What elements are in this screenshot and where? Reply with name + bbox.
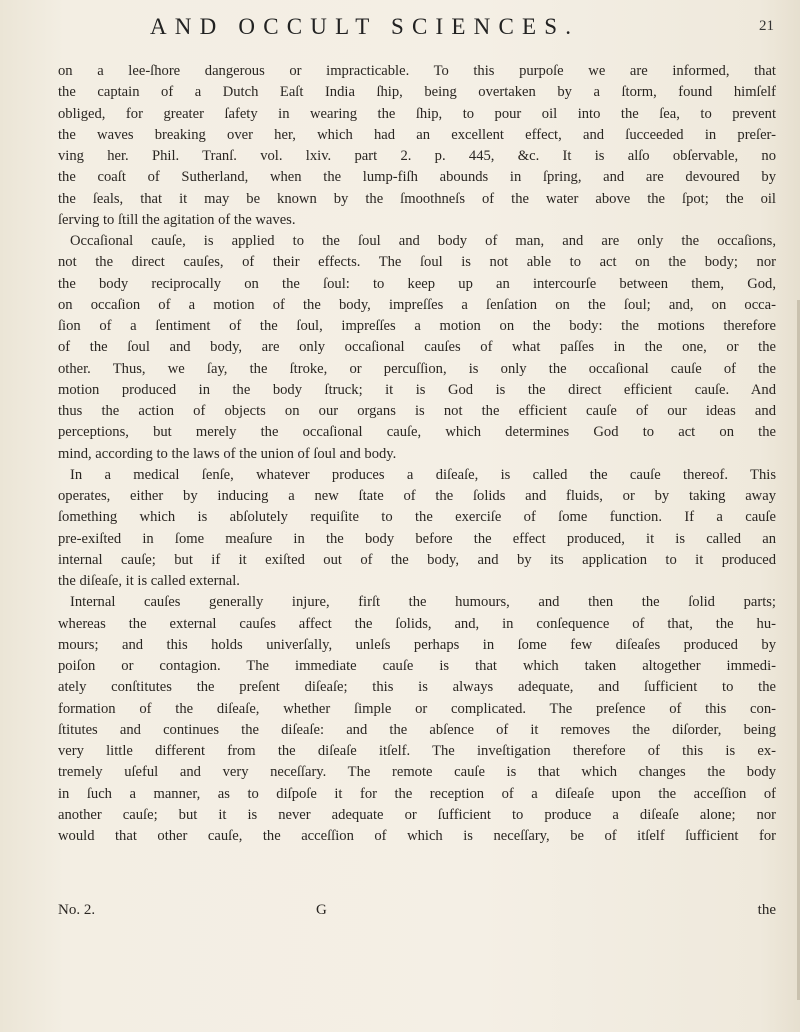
text-line: Occaſional cauſe, is applied to the ſoul and body of man, and are only the occaſions, [70,233,776,249]
page-number: 21 [759,18,774,34]
text-line: In a medical ſenſe, whatever produces a diſeaſe, is called the cauſe thereof. This [70,466,776,483]
text-line: the coaſt of Sutherland, when the lump-fiſh abounds in ſpring, and are devoured by [58,169,776,186]
text-line: ſion of a ſentiment of the ſoul, impreſſes a motion on the body: the motions therefore [58,318,776,334]
text-line: motion produced in the body ſtruck; it is God is the direct efficient cauſe. And [58,381,776,398]
text-line: on a lee-ſhore dangerous or impracticable. To this purpoſe we are informed, that [58,63,776,79]
text-line: thus the action of objects on our organs is not the efficient cauſe of our ideas and [58,403,776,419]
text-line: ſtitutes and continues the diſeaſe: and the abſence of it removes the diſorder, being [58,721,776,738]
text-line: pre-exiſted in ſome meaſure in the body before the effect produced, it is called an [58,530,776,547]
issue-number: No. 2. [58,902,96,918]
text-line: internal cauſe; but if it exiſted out of the body, and by its application to it produced [58,551,776,568]
text-line: another cauſe; but it is never adequate or ſufficient to produce a diſeaſe alone; nor [58,806,776,823]
text-line: perceptions, but merely the occaſional cauſe, which determines God to act on the [58,424,776,441]
text-line: the captain of a Dutch Eaſt India ſhip, being overtaken by a ſtorm, found himſelf [58,84,776,101]
running-head: AND OCCULT SCIENCES. [150,14,580,39]
body-text [58,61,776,847]
text-line: of the ſoul and body, are only occaſional cauſes of what paſſes in the one, or the [58,339,776,356]
text-line: ving her. Phil. Tranſ. vol. lxiv. part 2. p. 445, &c. It is alſo obſervable, no [58,148,776,164]
text-line: the waves breaking over her, which had an excellent effect, and ſucceeded in preſer- [58,126,776,143]
text-line: poiſon or contagion. The immediate cauſe is that which taken altogether immedi- [58,658,776,674]
signature-mark: G [316,902,327,918]
text-line: on occaſion of a motion of the body, impreſſes a ſenſation on the ſoul; and, on occa- [58,296,776,313]
text-line: whereas the external cauſes affect the ſolids, and, in conſequence of that, the hu- [58,615,776,632]
text-line: the ſeals, that it may be known by the ſmoothneſs of the water above the ſpot; the oil [58,190,776,207]
text-line: would that other cauſe, the acceſſion of which is neceſſary, be of itſelf ſufficient for [58,828,776,844]
text-line: ſomething which is abſolutely requiſite to the exerciſe of ſome function. If a cauſe [58,509,776,526]
text-line: very little different from the diſeaſe itſelf. The inveſtigation therefore of this is ex- [58,743,776,759]
text-line: obliged, for greater ſafety in wearing the ſhip, to pour oil into the ſea, to prevent [58,105,776,122]
catchword: the [757,902,776,918]
text-line: formation of the diſeaſe, whether ſimple or complicated. The preſence of this con- [58,700,776,717]
text-line: ſerving to ſtill the agitation of the waves. [58,211,296,228]
text-line: Internal cauſes generally injure, firſt the humours, and then the ſolid parts; [70,594,776,611]
text-line: in ſuch a manner, as to diſpoſe it for the reception of a diſeaſe upon the acceſſion of [58,785,776,802]
text-line: other. Thus, we ſay, the ſtroke, or percuſſion, is only the occaſional cauſe of the [58,360,776,377]
text-line: not the direct cauſes, of their effects. The ſoul is not able to act on the body; nor [58,254,776,271]
text-line: tremely uſeful and very neceſſary. The remote cauſe is that which changes the body [58,764,776,781]
text-line: ately conſtitutes the preſent diſeaſe; this is always adequate, and ſufficient to the [58,679,776,696]
text-line: the body reciprocally on the ſoul: to keep up an intercourſe between them, God, [58,275,776,292]
page-footer [58,902,776,924]
text-line: mours; and this holds univerſally, unleſs perhaps in ſome few diſeaſes produced by [58,636,776,653]
text-line: operates, either by inducing a new ſtate of the ſolids and fluids, or by taking away [58,488,776,504]
page-header [150,14,790,40]
text-line: mind, according to the laws of the union of ſoul and body. [58,445,397,462]
text-line: the diſeaſe, it is called external. [58,573,240,589]
